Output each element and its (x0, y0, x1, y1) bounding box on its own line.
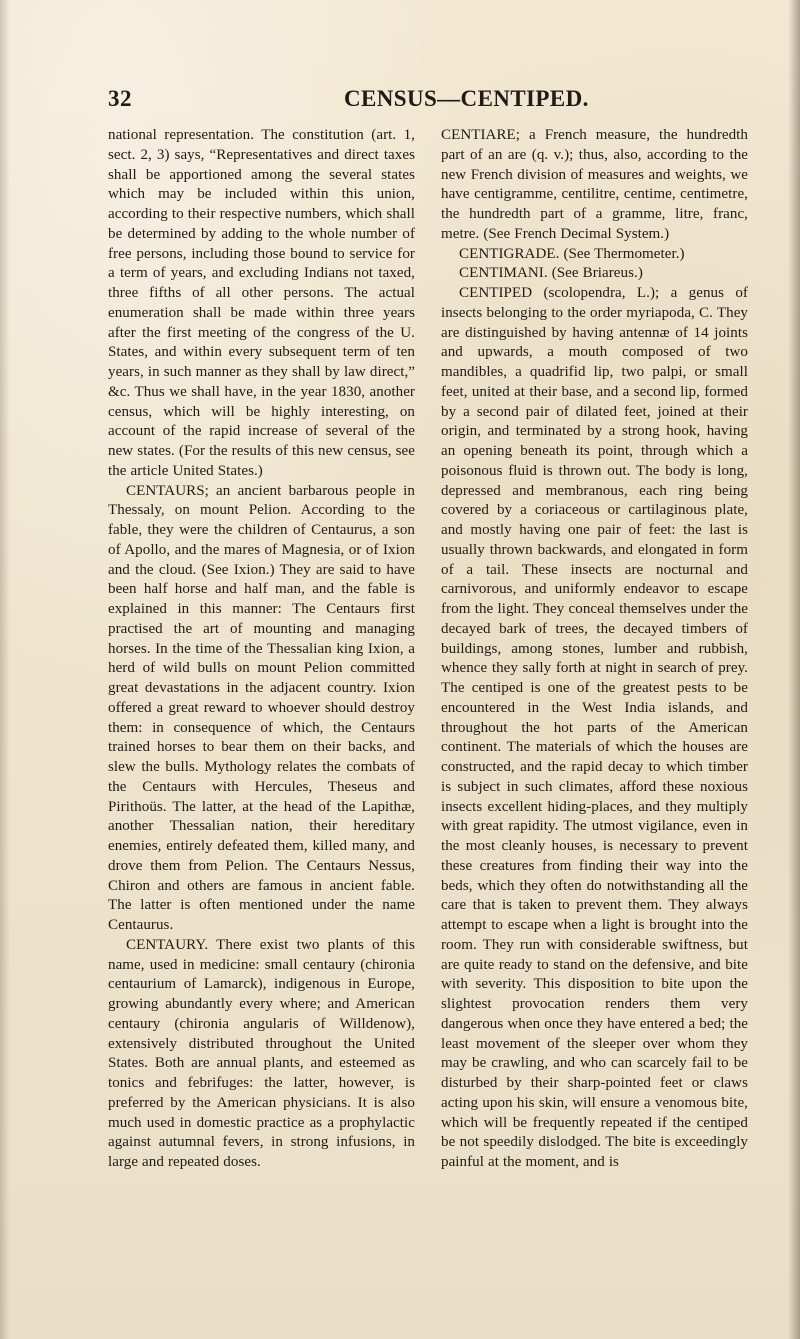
paragraph-centigrade: CENTIGRADE. (See Thermometer.) (459, 245, 685, 262)
paragraph-centiped: CENTIPED (scolopendra, L.); a genus of insects belonging to the order myriapoda, C. They are distinguished by having antennæ of 14 joints and upwards, a mouth composed of two mandibles, a quadrifid lip, two palpi, or small feet, united at their base, and a second lip, formed by a second pair of dilated feet, joined at their origin, and terminated by a strong hook, having an opening beneath its point, through which a poisonous fluid is thrown out. The body is long, depressed and membranous, each ring being covered by a coriaceous or cartilaginous plate, and mostly having one pair of feet: the last is usually thrown backwards, and elongated in form of a tail. These insects are nocturnal and carnivorous, and uniformly endeavor to escape from the light. They conceal themselves under the decayed bark of trees, the decayed timbers of buildings, among stones, lumber and rubbish, whence they sally forth at night in search of prey. The centiped is one of the greatest pests to be encountered in the West India islands, and throughout the hot parts of the American continent. The materials of which the houses are constructed, and the rapid decay to which timber is subject in such climates, afford these noxious insects excellent hiding-places, and they multiply with great rapidity. The utmost vigilance, even in the most cleanly houses, is necessary to prevent these creatures from finding their way into the beds, which they often do notwithstanding all the care that is taken to prevent them. They always attempt to escape when a light is brought into the room. They run with considerable swiftness, but are quite ready to stand on the defensive, and bite with severity. This disposition to bite upon the slightest provocation renders them very dangerous when once they have entered a bed; the least movement of the sleeper over whom they may be crawling, and who can scarcely fail to be disturbed by their sharp-pointed feet or claws acting upon his skin, will ensure a venomous bite, which will be frequently repeated if the centiped be not speedily dislodged. The bite is exceedingly painful at the moment, and is (441, 285, 748, 1170)
running-head: CENSUS—CENTIPED. (344, 86, 589, 111)
page-number: 32 (108, 86, 132, 111)
paragraph-centimani: CENTIMANI. (See Briareus.) (459, 265, 643, 282)
text-columns (108, 126, 748, 1173)
paragraph-centaury: CENTAURY. There exist two plants of this name, used in medicine: small centaury (chironia centaurium of Lamarck), indigenous in Europe, growing abundantly every where; and American centaury (chironia angularis of Willdenow), extensively distributed throughout the United States. Both are annual plants, and esteemed as tonics and febrifuges: the latter, however, is preferred by the American physicians. It is also much used in domestic practice as a prophylactic against autumnal fevers, in strong infusions, in large and repeated doses. (108, 936, 415, 1170)
page-edge-shadow (788, 0, 800, 1339)
page-gutter-shadow (0, 0, 10, 1339)
paragraph-centaurs: CENTAURS; an ancient barbarous people in Thessaly, on mount Pelion. According to the fable, they were the children of Centaurus, a son of Apollo, and the mares of Magnesia, or of Ixion and the cloud. (See Ixion.) They are said to have been half horse and half man, and the fable is explained in this manner: The Centaurs first practised the art of mounting and managing horses. In the time of the Thessalian king Ixion, a herd of wild bulls on mount Pelion committed great devastations in the adjacent country. Ixion offered a great reward to whoever should destroy them: in consequence of which, the Centaurs trained horses to bear them on their backs, and slew the bulls. Mythology relates the combats of the Centaurs with Hercules, Theseus and Pirithoüs. The latter, at the head of the Lapithæ, another Thessalian nation, their hereditary enemies, entirely defeated them, killed many, and drove them from Pelion. The Centaurs Nessus, Chiron and others are famous in ancient fable. The latter is often mentioned under the name Centaurus. (108, 482, 415, 933)
right-column (441, 126, 748, 1173)
paragraph-census-continuation: national representation. The constitution (art. 1, sect. 2, 3) says, “Representatives and direct taxes shall be apportioned among the several states which may be included within this union, according to their respective numbers, which shall be determined by adding to the whole number of free persons, including those bound to service for a term of years, and excluding Indians not taxed, three fifths of all other persons. The actual enumeration shall be made within three years after the first meeting of the congress of the U. States, and within every subsequent term of ten years, in such manner as they shall by law direct,” &c. Thus we shall have, in the year 1830, another census, which will be highly interesting, on account of the rapid increase of several of the new states. (For the results of this new census, see the article United States.) (108, 127, 415, 479)
left-column (108, 126, 415, 1173)
page-header (108, 86, 748, 114)
paragraph-centiare: CENTIARE; a French measure, the hundredth part of an are (q. v.); thus, also, according to the new French division of measures and weights, we have centigramme, centilitre, centime, centimetre, the hundredth part of a gramme, litre, franc, metre. (See French Decimal System.) (441, 127, 748, 242)
